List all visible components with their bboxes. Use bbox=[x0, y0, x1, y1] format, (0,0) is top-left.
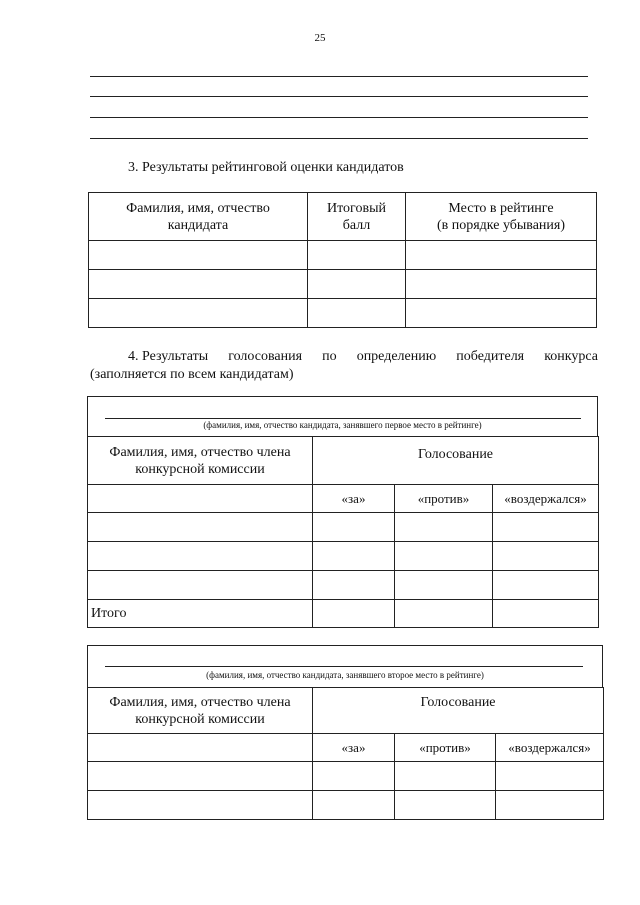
table-cell[interactable] bbox=[88, 513, 313, 542]
header-total-score bbox=[308, 193, 406, 241]
table-cell[interactable] bbox=[496, 762, 604, 791]
total-row bbox=[88, 600, 599, 628]
first-place-candidate-box bbox=[87, 396, 598, 437]
voting-table-first bbox=[87, 436, 599, 628]
voting-header-row bbox=[88, 688, 604, 734]
vote-against-header: «против» bbox=[395, 485, 493, 513]
candidate-name-line[interactable] bbox=[105, 666, 583, 667]
header-total-score-line1: Итоговый bbox=[327, 200, 386, 216]
table-cell[interactable] bbox=[395, 762, 496, 791]
table-cell[interactable] bbox=[88, 571, 313, 600]
blank-line-4 bbox=[90, 138, 588, 139]
vote-options-row bbox=[88, 734, 604, 762]
table-cell[interactable] bbox=[89, 270, 308, 299]
table-cell[interactable] bbox=[496, 791, 604, 820]
table-cell[interactable] bbox=[313, 513, 395, 542]
member-name-header-line1: Фамилия, имя, отчество члена bbox=[109, 694, 291, 710]
title-word: по bbox=[322, 349, 337, 364]
table-row bbox=[89, 299, 597, 328]
table-cell[interactable] bbox=[313, 791, 395, 820]
section-3-title: 3. Результаты рейтинговой оценки кандидатов bbox=[128, 160, 404, 175]
section-4-title-line2: (заполняется по всем кандидатам) bbox=[90, 367, 294, 382]
vote-abstain-header: «воздержался» bbox=[496, 734, 604, 762]
vote-options-row bbox=[88, 485, 599, 513]
section-4-title-line1 bbox=[90, 348, 598, 366]
first-place-caption: (фамилия, имя, отчество кандидата, занявшего первое место в рейтинге) bbox=[203, 420, 482, 430]
title-word: победителя bbox=[456, 349, 525, 364]
second-place-caption: (фамилия, имя, отчество кандидата, занявшего второе место в рейтинге) bbox=[206, 670, 484, 680]
title-word: голосования bbox=[228, 349, 303, 364]
voting-header: Голосование bbox=[313, 688, 604, 734]
table-cell[interactable] bbox=[88, 542, 313, 571]
total-label: Итого bbox=[88, 600, 313, 628]
second-place-candidate-box bbox=[87, 645, 603, 688]
table-cell[interactable] bbox=[313, 600, 395, 628]
member-name-header bbox=[88, 688, 313, 734]
table-cell[interactable] bbox=[493, 513, 599, 542]
blank-line-1 bbox=[90, 76, 588, 77]
voting-header-row bbox=[88, 437, 599, 485]
page-number: 25 bbox=[314, 32, 326, 44]
header-rating-place bbox=[406, 193, 597, 241]
table-cell[interactable] bbox=[395, 791, 496, 820]
header-candidate-name bbox=[89, 193, 308, 241]
table-row bbox=[88, 571, 599, 600]
blank-line-3 bbox=[90, 117, 588, 118]
table-row bbox=[88, 791, 604, 820]
member-name-header bbox=[88, 437, 313, 485]
table-cell[interactable] bbox=[313, 571, 395, 600]
member-name-header-line2: конкурсной комиссии bbox=[135, 461, 265, 477]
header-rating-place-line1: Место в рейтинге bbox=[448, 200, 554, 216]
table-row bbox=[88, 542, 599, 571]
header-candidate-name-line2: кандидата bbox=[167, 217, 229, 233]
table-cell[interactable] bbox=[493, 542, 599, 571]
header-candidate-name-line1: Фамилия, имя, отчество bbox=[126, 200, 270, 216]
table-cell[interactable] bbox=[308, 299, 406, 328]
table-cell[interactable] bbox=[308, 270, 406, 299]
table-cell[interactable] bbox=[88, 485, 313, 513]
table-cell[interactable] bbox=[89, 299, 308, 328]
table-cell[interactable] bbox=[406, 270, 597, 299]
header-rating-place-line2: (в порядке убывания) bbox=[436, 217, 566, 233]
table-cell[interactable] bbox=[493, 571, 599, 600]
table-cell[interactable] bbox=[308, 241, 406, 270]
title-word: конкурса bbox=[544, 349, 598, 364]
blank-line-2 bbox=[90, 96, 588, 97]
table-row bbox=[88, 762, 604, 791]
table-cell[interactable] bbox=[313, 542, 395, 571]
vote-for-header: «за» bbox=[313, 485, 395, 513]
table-cell[interactable] bbox=[395, 600, 493, 628]
member-name-header-line2: конкурсной комиссии bbox=[135, 711, 265, 727]
header-total-score-line2: балл bbox=[342, 217, 371, 233]
vote-against-header: «против» bbox=[395, 734, 496, 762]
member-name-header-line1: Фамилия, имя, отчество члена bbox=[109, 444, 291, 460]
table-cell[interactable] bbox=[406, 241, 597, 270]
vote-abstain-header: «воздержался» bbox=[493, 485, 599, 513]
table-cell[interactable] bbox=[89, 241, 308, 270]
table-cell[interactable] bbox=[88, 734, 313, 762]
table-row bbox=[88, 513, 599, 542]
voting-header: Голосование bbox=[313, 437, 599, 485]
table-row bbox=[89, 270, 597, 299]
table-cell[interactable] bbox=[88, 791, 313, 820]
voting-table-second bbox=[87, 687, 604, 820]
table-cell[interactable] bbox=[313, 762, 395, 791]
section-4-title bbox=[90, 348, 598, 384]
table-cell[interactable] bbox=[406, 299, 597, 328]
table-cell[interactable] bbox=[88, 762, 313, 791]
rating-table-header bbox=[89, 193, 597, 241]
vote-for-header: «за» bbox=[313, 734, 395, 762]
table-row bbox=[89, 241, 597, 270]
table-cell[interactable] bbox=[493, 600, 599, 628]
title-word: определению bbox=[356, 349, 437, 364]
rating-table bbox=[88, 192, 597, 328]
table-cell[interactable] bbox=[395, 571, 493, 600]
table-cell[interactable] bbox=[395, 513, 493, 542]
table-cell[interactable] bbox=[395, 542, 493, 571]
title-word: 4. Результаты bbox=[128, 349, 209, 364]
candidate-name-line[interactable] bbox=[105, 418, 581, 419]
